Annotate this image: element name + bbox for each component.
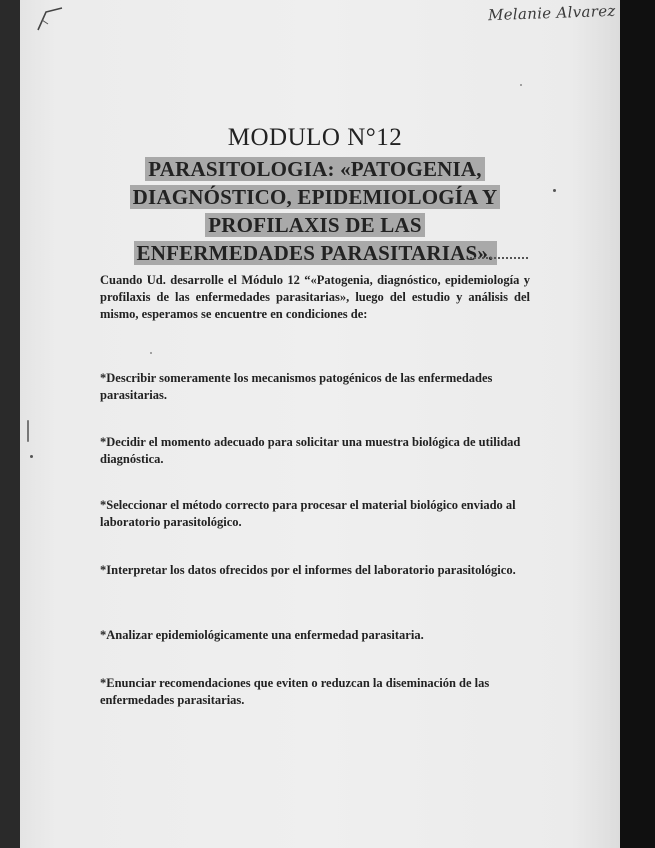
scan-speck [520,84,522,86]
objective-item: *Describir someramente los mecanismos patogénicos de las enfermedades parasitarias. [100,371,493,402]
objective-item: *Seleccionar el método correcto para procesar el material biológico enviado al laboratorio parasitológico. [100,498,516,529]
subtitle-line: PROFILAXIS DE LAS [205,213,424,237]
scan-speck [150,352,152,354]
objective-item: *Interpretar los datos ofrecidos por el informes del laboratorio parasitológico. [100,563,516,577]
scan-speck [30,455,33,458]
subtitle-line: DIAGNÓSTICO, EPIDEMIOLOGÍA Y [130,185,501,209]
objective-item: *Analizar epidemiológicamente una enfermedad parasitaria. [100,628,424,642]
intro-paragraph: Cuando Ud. desarrolle el Módulo 12 “«Patogenia, diagnóstico, epidemiología y profilaxis de las enfermedades parasitarias», luego del estudio y análisis del mismo, esperamos se encuentre en condiciones de: [100,273,530,321]
folded-corner-mark [36,6,66,34]
scan-speck [27,420,29,442]
module-subtitle [100,155,530,267]
dotted-rule [470,257,528,263]
title-block [100,123,530,267]
subtitle-line: PARASITOLOGIA: «PATOGENIA, [145,157,484,181]
subtitle-line: ENFERMEDADES PARASITARIAS». [134,241,497,265]
objective-item: *Decidir el momento adecuado para solicitar una muestra biológica de utilidad diagnóstica. [100,435,521,466]
scan-speck [553,189,556,192]
scan-left-border [0,0,20,848]
module-title: MODULO N°12 [227,124,403,151]
handwritten-signature: Melanie Alvarez [487,1,616,25]
objective-item: *Enunciar recomendaciones que eviten o reduzcan la diseminación de las enfermedades parasitarias. [100,676,490,707]
scan-right-border [620,0,655,848]
